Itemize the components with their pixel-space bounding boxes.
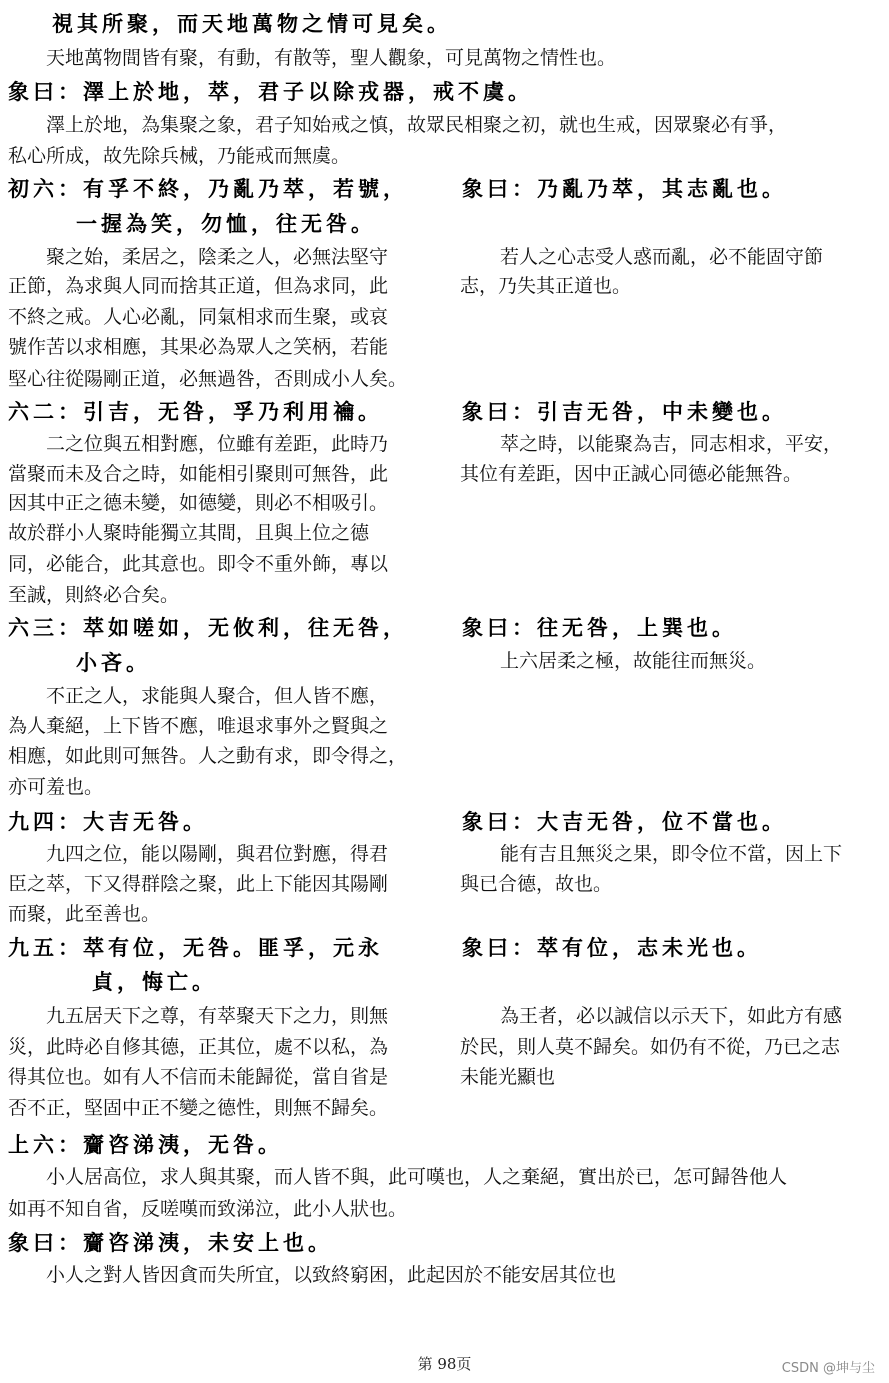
commentary-text-line: 天地萬物間皆有聚，有動，有散等，聖人觀象，可見萬物之情性也。 [46,47,617,69]
commentary-text-line: 為人棄絕，上下皆不應，唯退求事外之賢與之 [8,715,389,737]
commentary-text-line: 其位有差距，因中正誠心同德必能無咎。 [460,463,803,485]
commentary-text-line: 九五居天下之尊，有萃聚天下之力，則無 [46,1005,389,1027]
page-number: 第 98页 [417,1355,472,1373]
commentary-text-line: 小人居高位，求人與其聚，而人皆不與，此可嘆也，人之棄絕，實出於已，怎可歸咎他人 [46,1166,788,1188]
commentary-text-line: 當聚而未及合之時，如能相引聚則可無咎，此 [8,463,389,485]
classic-text-line: 象曰：萃有位，志未光也。 [462,935,762,960]
commentary-text-line: 與已合德，故也。 [460,873,613,895]
commentary-text-line: 堅心往從陽剛正道，必無過咎，否則成小人矣。 [8,368,408,390]
commentary-text-line: 小人之對人皆因貪而失所宜，以致終窮困，此起因於不能安居其位也 [46,1264,617,1286]
classic-text-line: 貞，悔亡。 [92,969,217,994]
commentary-text-line: 同，必能合，此其意也。即令不重外飾，專以 [8,553,389,575]
commentary-text-line: 至誠，則終必合矣。 [8,584,180,606]
commentary-text-line: 若人之心志受人惑而亂，必不能固守節 [500,246,824,268]
commentary-text-line: 志，乃失其正道也。 [460,275,632,297]
commentary-text-line: 澤上於地，為集聚之象，君子知始戒之慎，故眾民相聚之初，就也生戒，因眾聚必有爭， [46,114,788,136]
commentary-text-line: 否不正，堅固中正不變之德性，則無不歸矣。 [8,1097,389,1119]
classic-text-line: 六三：萃如嗟如，无攸利，往无咎， [8,615,408,640]
commentary-text-line: 如再不知自省，反嗟嘆而致涕泣，此小人狀也。 [8,1198,408,1220]
commentary-text-line: 正節，為求與人同而捨其正道，但為求同，此 [8,275,389,297]
commentary-text-line: 災，此時必自修其德，正其位，處不以私，為 [8,1036,389,1058]
classic-text-line: 象曰：齎咨涕洟，未安上也。 [8,1230,333,1255]
commentary-text-line: 不正之人，求能與人聚合，但人皆不應， [46,685,389,707]
classic-text-line: 象曰：澤上於地，萃，君子以除戎器，戒不虞。 [8,79,533,104]
commentary-text-line: 上六居柔之極，故能往而無災。 [500,650,767,672]
commentary-text-line: 相應，如此則可無咎。人之動有求，即令得之， [8,745,408,767]
classic-text-line: 小吝。 [76,650,151,675]
watermark: CSDN @坤与尘 [781,1361,875,1376]
commentary-text-line: 為王者，必以誠信以示天下，如此方有感 [500,1005,843,1027]
classic-text-line: 初六：有孚不終，乃亂乃萃，若號， [8,176,408,201]
classic-text-line: 象曰：大吉无咎，位不當也。 [462,809,787,834]
commentary-text-line: 二之位與五相對應，位雖有差距，此時乃 [46,433,389,455]
classic-text-line: 上六：齎咨涕洟，无咎。 [8,1132,283,1157]
classic-text-line: 視其所聚，而天地萬物之情可見矣。 [52,11,452,36]
classic-text-line: 一握為笑，勿恤，往无咎。 [76,211,376,236]
commentary-text-line: 萃之時，以能聚為吉，同志相求，平安， [500,433,843,455]
commentary-text-line: 不終之戒。人心必亂，同氣相求而生聚，或哀 [8,306,389,328]
commentary-text-line: 聚之始，柔居之，陰柔之人，必無法堅守 [46,246,389,268]
commentary-text-line: 私心所成，故先除兵械，乃能戒而無虞。 [8,145,351,167]
commentary-text-line: 因其中正之德未變，如德變，則必不相吸引。 [8,492,389,514]
commentary-text-line: 未能光顯也 [460,1066,556,1088]
commentary-text-line: 號作苦以求相應，其果必為眾人之笑柄，若能 [8,336,389,358]
classic-text-line: 九四：大吉无咎。 [8,809,208,834]
classic-text-line: 九五：萃有位，无咎。匪孚，元永 [8,935,383,960]
commentary-text-line: 故於群小人聚時能獨立其間，且與上位之德 [8,522,370,544]
classic-text-line: 六二：引吉，无咎，孚乃利用禴。 [8,399,383,424]
classic-text-line: 象曰：引吉无咎，中未變也。 [462,399,787,424]
commentary-text-line: 得其位也。如有人不信而未能歸從，當自省是 [8,1066,389,1088]
classic-text-line: 象曰：乃亂乃萃，其志亂也。 [462,176,787,201]
commentary-text-line: 亦可羞也。 [8,776,104,798]
commentary-text-line: 於民，則人莫不歸矣。如仍有不從，乃已之志 [460,1036,841,1058]
commentary-text-line: 而聚，此至善也。 [8,903,161,925]
commentary-text-line: 臣之萃，下又得群陰之聚，此上下能因其陽剛 [8,873,389,895]
commentary-text-line: 九四之位，能以陽剛，與君位對應，得君 [46,843,389,865]
classic-text-line: 象曰：往无咎，上巽也。 [462,615,737,640]
commentary-text-line: 能有吉且無災之果，即令位不當，因上下 [500,843,843,865]
